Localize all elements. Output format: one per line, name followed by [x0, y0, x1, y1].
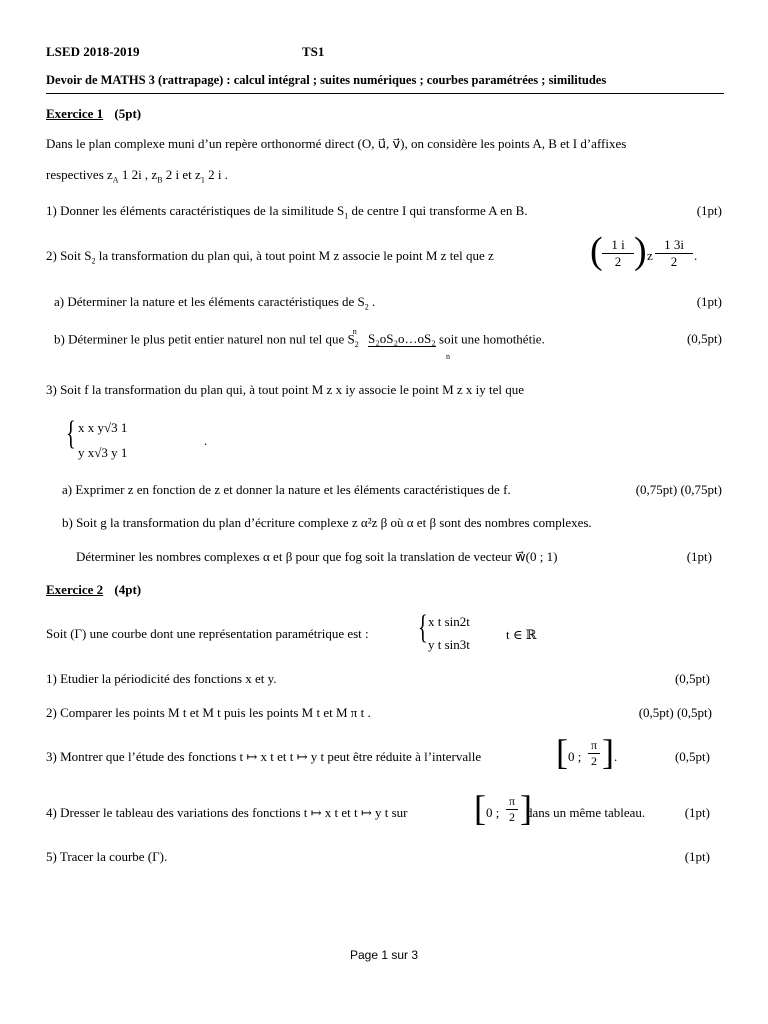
ex1-q3b-points: (1pt)	[686, 549, 712, 564]
ex2-question-4: 4) Dresser le tableau des variations des fonctions t ↦ x t et t ↦ y t sur	[46, 805, 408, 820]
ex1-q3a-points: (0,75pt) (0,75pt)	[635, 482, 722, 497]
ex1-question-1: 1) Donner les éléments caractéristiques de la similitude $S_1$ de centre I qui transforme A en B.	[46, 203, 528, 221]
exercise-2-points: (4pt)	[114, 582, 142, 597]
ex2-q2-points: (0,5pt) (0,5pt)	[638, 705, 712, 720]
page-footer: Page 1 sur 3	[349, 948, 419, 962]
paren-left: (	[590, 230, 603, 272]
ex1-q2b-points: (0,5pt)	[686, 331, 722, 346]
system-line-2: y x√3 y 1	[78, 445, 128, 460]
system-brace: {	[66, 415, 76, 452]
ex2-question-5: 5) Tracer la courbe (Γ).	[46, 849, 168, 864]
fraction-1: 1 i 2	[602, 237, 634, 270]
ex1-question-2a: a) Déterminer la nature et les éléments caractéristiques de $S_2$ .	[54, 294, 376, 312]
ex1-q2a-points: (1pt)	[696, 294, 722, 309]
header-divider	[46, 93, 724, 94]
ex1-intro-line2: respectives $z_A$ 1 2i , $z_B$ 2 i et $z_1$ 2 i .	[46, 167, 228, 185]
system-brace: {	[418, 609, 428, 646]
param-y: y t sin3t	[428, 637, 470, 652]
ex2-q5-points: (1pt)	[684, 849, 710, 864]
interval-bracket-1: [ 0 ; π 2 ] .	[556, 732, 618, 772]
ex1-question-2b: b) Déterminer le plus petit entier naturel non nul tel que $S_2^n$ S₂oS₂o…oS₂ soit une homothétie.	[54, 327, 545, 349]
period: .	[694, 248, 698, 263]
underbrace-n: n	[446, 352, 450, 361]
composition: S₂oS₂o…oS₂	[367, 331, 436, 347]
system-line-1: x x y√3 1	[78, 420, 128, 435]
exercise-2-title: Exercice 2	[46, 582, 104, 597]
ex1-q1-points: (1pt)	[696, 203, 722, 218]
exercise-1-points: (5pt)	[114, 106, 142, 121]
ex2-question-3: 3) Montrer que l’étude des fonctions t ↦ x t et t ↦ y t peut être réduite à l’intervalle	[46, 749, 482, 764]
ex2-q4-points: (1pt)	[684, 805, 710, 820]
ex2-q1-points: (0,5pt)	[674, 671, 710, 686]
ex1-question-3: 3) Soit f la transformation du plan qui, à tout point M z x iy associe le point M z x iy tel que	[46, 382, 525, 397]
interval-bracket-2: [ 0 ; π 2 ]	[474, 788, 532, 828]
ex1-intro-line1: Dans le plan complexe muni d’un repère orthonormé direct (O, u⃗, v⃗), on considère les points A, B et I d’affixes	[46, 136, 627, 151]
ex2-intro: Soit (Γ) une courbe dont une représentation paramétrique est :	[46, 626, 369, 641]
param-domain: t ∈ ℝ	[506, 627, 537, 642]
school-year: LSED 2018-2019	[46, 44, 140, 59]
ex1-question-3a: a) Exprimer z en fonction de z et donner la nature et les éléments caractéristiques de f.	[62, 482, 511, 497]
ex2-q3-points: (0,5pt)	[674, 749, 710, 764]
ex2-question-2: 2) Comparer les points M t et M t puis les points M t et M π t .	[46, 705, 371, 720]
ex2-question-1: 1) Etudier la périodicité des fonctions x et y.	[46, 671, 277, 686]
param-x: x t sin2t	[428, 614, 470, 629]
exercise-1-heading	[46, 106, 141, 122]
paren-right: )	[634, 230, 647, 272]
fraction-2: 1 3i 2	[655, 237, 693, 270]
ex2-question-4-end: dans un même tableau.	[526, 805, 646, 820]
class-name: TS1	[302, 44, 325, 59]
exercise-2-heading	[46, 582, 141, 598]
exercise-1-title: Exercice 1	[46, 106, 104, 121]
ex1-question-3b: b) Soit g la transformation du plan d’écriture complexe z α²z β où α et β sont des nombres complexes.	[62, 515, 592, 530]
ex1-question-3b-2: Déterminer les nombres complexes α et β pour que fog soit la translation de vecteur w⃗(0 ; 1)	[76, 549, 558, 564]
ex1-question-2: 2) Soit $S_2$ la transformation du plan qui, à tout point M z associe le point M z tel que z	[46, 248, 494, 266]
fraction-variable: z	[647, 248, 653, 263]
page-title: Devoir de MATHS 3 (rattrapage) : calcul intégral ; suites numériques ; courbes paramétrées ; similitudes	[46, 73, 607, 87]
